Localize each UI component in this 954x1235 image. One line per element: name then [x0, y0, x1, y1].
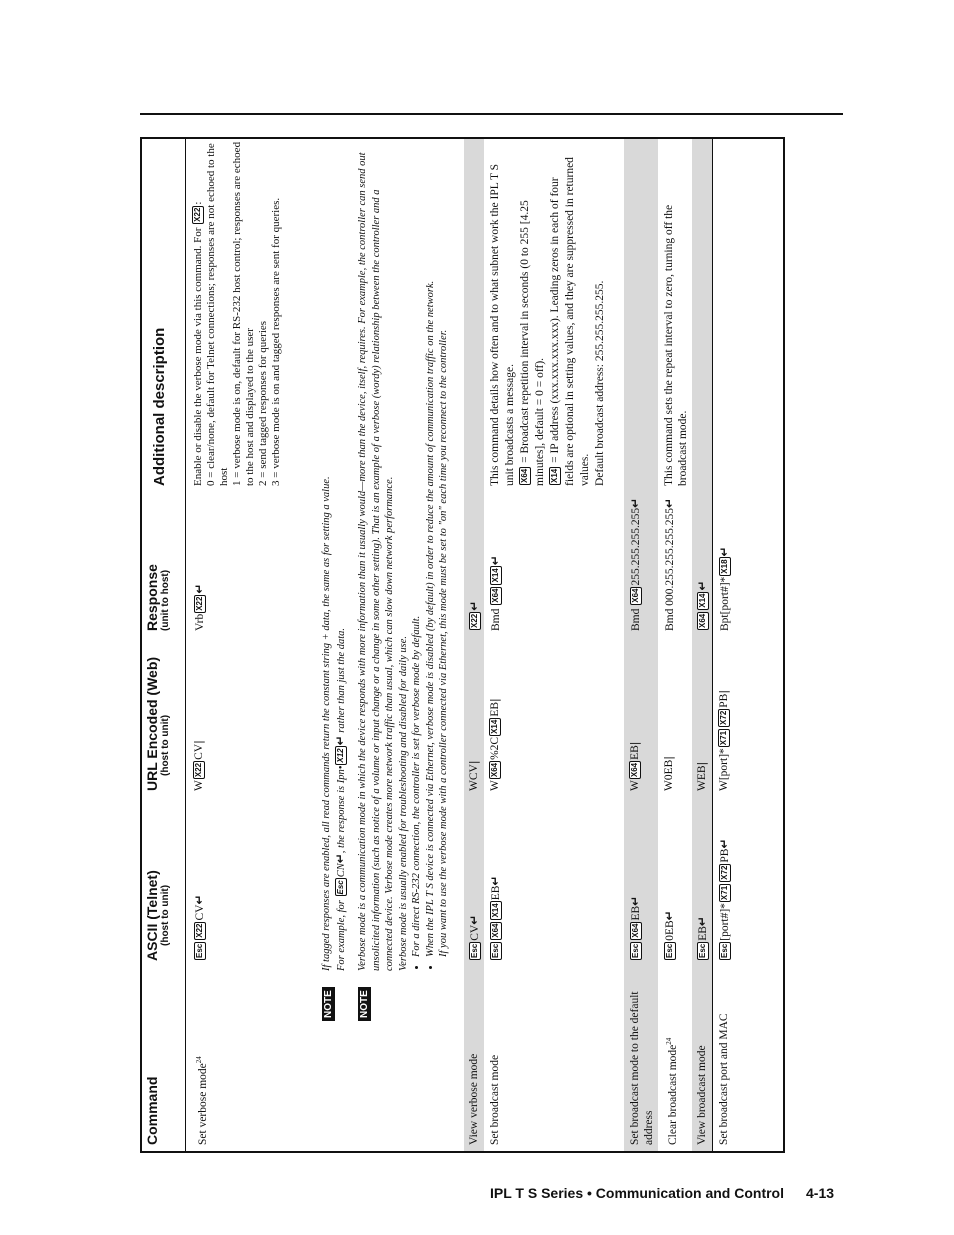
- enter-icon: ↵: [488, 555, 502, 566]
- description-lead: Enable or disable the verbose mode via this command. For X22:: [192, 201, 204, 486]
- enter-icon: ↵: [662, 910, 676, 921]
- response-cell: [628, 431, 643, 631]
- esc-key: Esc: [195, 943, 204, 958]
- x64-key: X64: [631, 588, 640, 603]
- url-cell: [628, 636, 642, 791]
- pipe-icon: |: [488, 698, 501, 702]
- enter-icon: ↵: [467, 600, 481, 611]
- note-text: [320, 151, 348, 971]
- url-text: W: [629, 780, 641, 791]
- ascii-text: EB: [630, 905, 642, 921]
- ascii-cell: [467, 796, 482, 961]
- ascii-cell: [695, 796, 710, 961]
- esc-key: Esc: [720, 943, 729, 958]
- response-cell: [717, 491, 732, 631]
- ascii-cell: [628, 796, 643, 961]
- enter-icon: ↵: [628, 895, 642, 906]
- description-cell: [192, 141, 283, 486]
- note-line: If tagged responses are enabled, all read commands return the constant string + data, the same as for setting a value.: [321, 476, 332, 971]
- description-line: [548, 156, 593, 486]
- command-cell: View broadcast mode: [696, 1045, 708, 1145]
- x64-key: X64: [630, 762, 639, 778]
- pipe-icon: |: [628, 741, 641, 746]
- note-line: If you want to use the verbose mode with a controller connected via Ethernet, this mode must be set to "on" each time you reconnect to the controller.: [438, 329, 449, 957]
- command-cell: [192, 969, 210, 1145]
- x64-key: X64: [631, 923, 640, 938]
- page-number: 4-13: [806, 1185, 835, 1201]
- ascii-text: [port#]*: [719, 903, 731, 941]
- enter-icon: ↵: [695, 916, 709, 927]
- header-url-sub: (host to unit): [160, 714, 171, 776]
- description-line: 2 = send tagged responses for queries: [257, 320, 269, 486]
- enter-icon: ↵: [332, 735, 347, 746]
- note-text: [356, 151, 451, 971]
- url-text: W: [193, 780, 205, 791]
- response-text: Bmd: [630, 608, 642, 631]
- description-line: [518, 156, 548, 486]
- enter-icon: ↵: [628, 497, 642, 508]
- ascii-cell: [717, 793, 732, 961]
- header-additional: Additional description: [151, 327, 168, 486]
- note-bullet: • When the IPL T S device is connected via Ethernet, verbose mode is disabled (by default) in order to reduce the amount of communication traffic on the network.: [424, 151, 438, 957]
- description-cell: [488, 156, 608, 486]
- pipe-icon: |: [695, 761, 708, 766]
- url-cell: [717, 636, 731, 791]
- pipe-icon: |: [662, 755, 675, 760]
- esc-key: Esc: [491, 943, 500, 958]
- x64-key: X64: [698, 613, 707, 628]
- x71-key: X71: [719, 730, 728, 746]
- command-cell: [662, 969, 680, 1145]
- table-header: [142, 139, 186, 1151]
- command-cell: Set broadcast port and MAC: [718, 1013, 730, 1145]
- header-ascii-sub: (host to unit): [160, 884, 171, 946]
- x64-key: X64: [491, 923, 500, 938]
- table-row: [188, 139, 316, 1151]
- url-text: CV: [193, 743, 205, 760]
- x22-key: X22: [193, 207, 202, 222]
- x14-key: X14: [491, 568, 500, 583]
- x14-key: X14: [698, 593, 707, 608]
- ascii-text: EB: [490, 885, 502, 901]
- x64-key: X64: [491, 588, 500, 603]
- command-label: Set verbose mode: [196, 1063, 209, 1145]
- table-row: [464, 139, 484, 1151]
- footer-title: IPL T S Series • Communication and Control: [489, 1185, 784, 1201]
- response-cell: [467, 491, 482, 631]
- description-cell: This command sets the repeat interval to zero, turning off the broadcast mode.: [663, 204, 689, 486]
- x14-key: X14: [491, 903, 500, 918]
- table-row: [624, 139, 658, 1151]
- url-text: W: [489, 780, 501, 791]
- top-rule: [140, 113, 843, 115]
- pipe-icon: |: [467, 760, 480, 765]
- x22-key: X22: [194, 762, 203, 778]
- note-row: [316, 139, 352, 1151]
- table-row: [484, 139, 624, 1151]
- x72-key: X72: [720, 865, 729, 880]
- enter-icon: ↵: [717, 838, 731, 849]
- url-text: EB: [629, 745, 641, 760]
- pipe-icon: |: [192, 740, 205, 744]
- note-bullet: • For a direct RS-232 connection, the controller is set for verbose mode by default.: [410, 151, 424, 957]
- esc-key: Esc: [698, 943, 707, 958]
- description-line: 3 = verbose mode is on and tagged responses are sent for queries.: [270, 197, 282, 486]
- table-row: [658, 139, 692, 1151]
- enter-icon: ↵: [192, 894, 206, 905]
- table-row: [712, 139, 783, 1151]
- header-command: Command: [144, 1076, 160, 1145]
- header-response-sub: (unit to host): [160, 569, 171, 631]
- url-cell: [192, 636, 206, 791]
- description-text: = IP address (xxx.xxx.xxx.xxx). Leading zeros in each of four fields are optional in setting values, and they are suppressed in returned values.: [549, 157, 591, 486]
- note-line: [334, 151, 349, 971]
- x71-key: X71: [720, 885, 729, 901]
- footnote-ref: 24: [665, 1037, 673, 1045]
- url-text: WCV: [468, 764, 480, 791]
- url-cell: [695, 636, 709, 791]
- esc-key: Esc: [470, 943, 479, 958]
- response-cell: [488, 491, 503, 631]
- description-line: 0 = clear/none, default for Telnet connections; responses are not echoed to the host: [205, 143, 230, 486]
- command-cell: Set broadcast mode to the default address: [629, 991, 655, 1145]
- esc-key: Esc: [335, 880, 345, 895]
- ascii-cell: [488, 796, 503, 961]
- enter-icon: ↵: [192, 583, 206, 594]
- pipe-icon: |: [717, 689, 730, 694]
- x18-key: X18: [720, 559, 729, 574]
- enter-icon: ↵: [467, 914, 481, 925]
- url-cell: [467, 636, 481, 791]
- ascii-text: CV: [194, 904, 206, 921]
- command-cell: Set broadcast mode: [489, 1054, 501, 1145]
- response-cell: [695, 491, 710, 631]
- note-badge: NOTE: [322, 987, 335, 1021]
- response-text: Bmd 000.255.255.255.255: [664, 508, 676, 631]
- url-text: W0EB: [663, 759, 675, 791]
- note-line: Verbose mode is usually enabled for troubleshooting and disabled for daily use.: [397, 635, 409, 971]
- url-text: WEB: [696, 765, 708, 791]
- response-text: 255.255.255.255: [630, 507, 642, 586]
- url-cell: [662, 636, 676, 791]
- x64-key: X64: [520, 468, 529, 483]
- x14-key: X14: [490, 719, 499, 734]
- x72-key: X72: [719, 710, 728, 725]
- table-row: [692, 139, 712, 1151]
- x22-key: X22: [195, 596, 204, 611]
- response-cell: [192, 491, 207, 631]
- description-line: Default broadcast address: 255.255.255.255.: [594, 280, 606, 486]
- url-text: EB: [489, 701, 501, 717]
- response-text: Vrb: [194, 613, 206, 631]
- url-cell: [488, 636, 502, 791]
- x64-key: X64: [490, 762, 499, 778]
- ascii-cell: [662, 796, 677, 961]
- x22-key: X22: [470, 613, 479, 628]
- ascii-cell: [192, 796, 207, 961]
- command-cell: View verbose mode: [468, 1053, 480, 1145]
- note-text-part: rather than just the data.: [335, 627, 347, 733]
- url-text: W[port]*: [718, 748, 730, 791]
- response-text: Bpt[port#]*: [719, 576, 731, 631]
- command-table: [140, 137, 785, 1153]
- enter-icon: ↵: [332, 853, 347, 864]
- ascii-text: PB: [719, 848, 731, 863]
- note-row: [352, 139, 464, 1151]
- x22-key: X22: [195, 923, 204, 938]
- note-paragraph: Verbose mode is a communication mode in which the device responds with more information than it usually would—more than the device, itself, requires. For example, the controller can send out unsolicited information (such as notice of a volume or input change or a change in some other setting). That is an example of a verbose (wordy) relationship between the controller and a connected device. Verbose mode creates more network traffic than usual, which can slow down network performance.: [357, 152, 395, 971]
- header-response: Response: [144, 564, 160, 631]
- header-url: URL Encoded (Web): [144, 656, 160, 791]
- description-text: Enable or disable the verbose mode via this command. For: [192, 227, 204, 486]
- url-text: PB: [718, 693, 730, 708]
- x12-key: X12: [335, 748, 345, 763]
- esc-key: Esc: [631, 943, 640, 958]
- ascii-text: 0EB: [664, 920, 676, 941]
- ascii-text: EB: [697, 926, 709, 941]
- note-bullets: [410, 151, 437, 971]
- note-text-part: , the response is Ipn•: [335, 765, 347, 854]
- header-ascii: ASCII (Telnet): [144, 870, 160, 961]
- footnote-ref: 24: [195, 1056, 203, 1064]
- enter-icon: ↵: [717, 546, 731, 557]
- ascii-text: CV: [469, 924, 481, 941]
- command-label: Clear broadcast mode: [666, 1044, 679, 1145]
- rotated-table-content: [142, 139, 783, 1151]
- enter-icon: ↵: [488, 875, 502, 886]
- description-lead: This command details how often and to what subnet work the IPL T S unit broadcasts a message.: [489, 163, 516, 486]
- url-text: %2C: [489, 736, 501, 760]
- x14-key: X14: [550, 468, 559, 483]
- note-text-part: CN: [335, 863, 347, 878]
- enter-icon: ↵: [662, 497, 676, 508]
- enter-icon: ↵: [695, 580, 709, 591]
- description-line: 1 = verbose mode is on, default for RS-232 host control; responses are echoed to the host and displayed to the user: [231, 141, 256, 486]
- note-text-part: For example, for: [335, 900, 347, 971]
- esc-key: Esc: [665, 943, 674, 958]
- description-text: = Broadcast repetition interval in seconds (0 to 255 [4.25 minutes], default = 0 = off).: [519, 200, 546, 486]
- response-text: Bmd: [490, 608, 502, 631]
- note-badge: NOTE: [358, 987, 371, 1021]
